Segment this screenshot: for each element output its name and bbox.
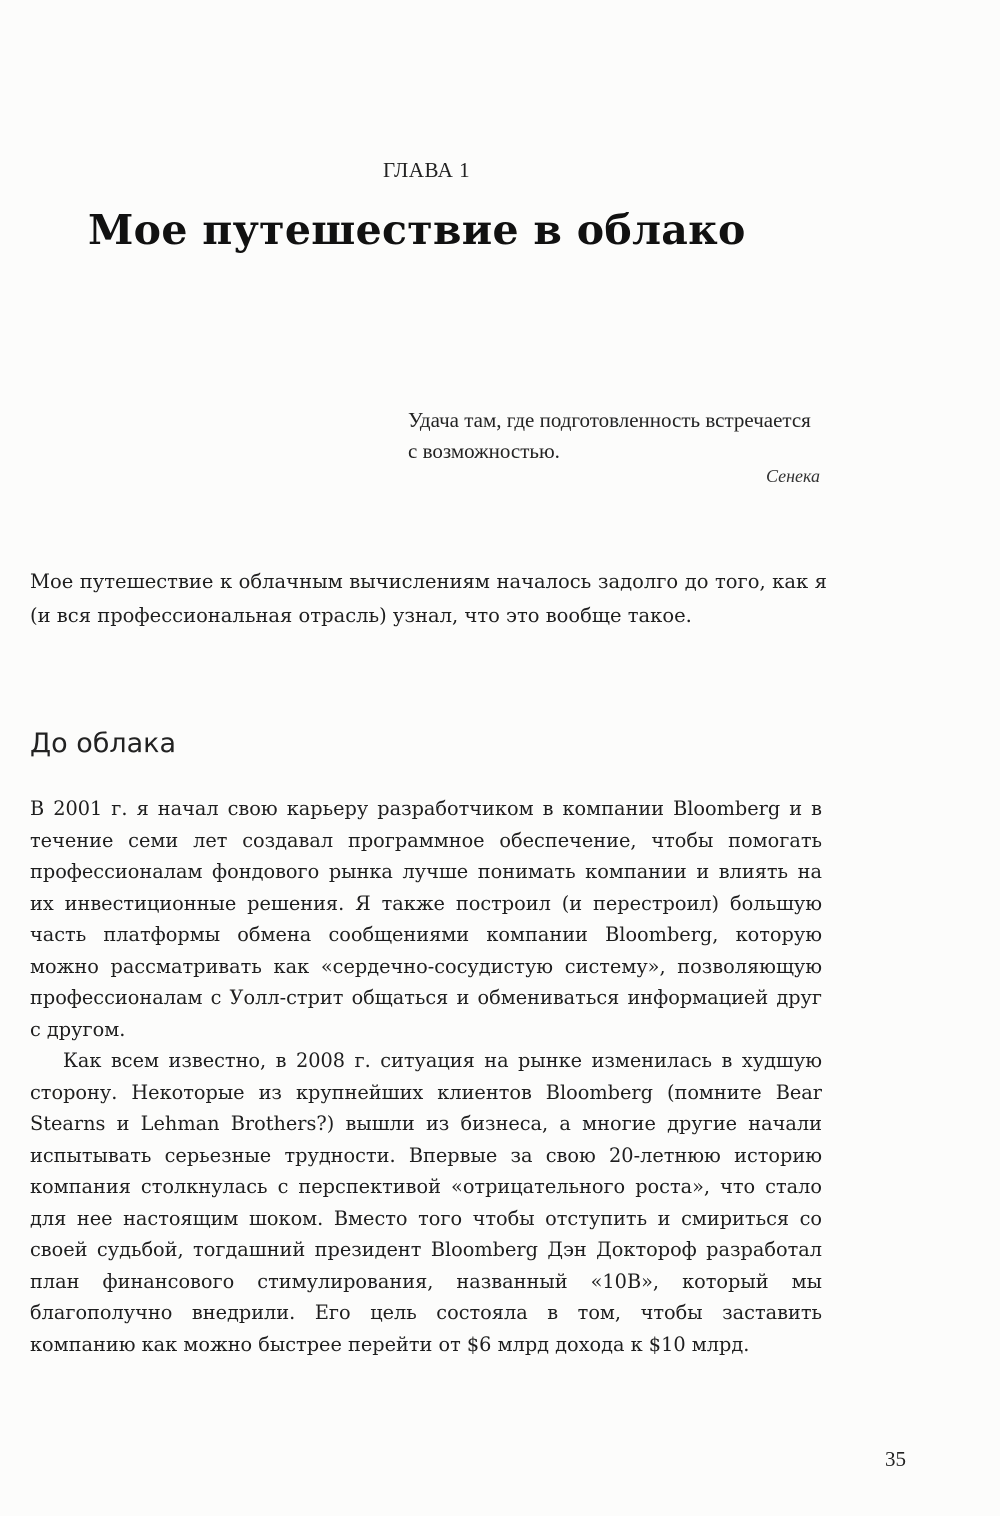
section-body <box>30 793 822 1360</box>
epigraph-author: Сенека <box>765 466 820 486</box>
body-paragraph-2: Как всем известно, в 2008 г. ситуация на рынке изменилась в худшую сторону. Некоторые из крупнейших клиентов Bloomberg (помните Bear Stearns и Lehman Brothers?) вышли из бизнеса, а многие другие начали испытывать серьезные трудности. Впервые за свою 20-летнюю историю компания столкнулась с перспективой «отрицательного роста», что стало для нее настоящим шоком. Вместо того чтобы отступить и смириться со своей судьбой, тогдашний президент Bloomberg Дэн Доктороф разработал план финансового стимулирования, названный «10B», который мы благополучно внедрили. Его цель состояла в том, чтобы заставить компанию как можно быстрее перейти от $6 млрд дохода к $10 млрд. <box>30 1049 822 1356</box>
body-paragraph-1: В 2001 г. я начал свою карьеру разработчиком в компании Bloomberg и в течение семи лет создавал программное обеспечение, чтобы помогать профессионалам фондового рынка лучше понимать компании и влиять на их инвестиционные решения. Я также построил (и перестроил) большую часть платформы обмена сообщениями компании Bloomberg, которую можно рассматривать как «сердечно-сосудистую систему», позволяющую профессионалам с Уолл-стрит общаться и обмениваться информацией друг с другом. <box>30 797 822 1041</box>
page-number: 35 <box>885 1447 906 1471</box>
section-heading: До облака <box>30 728 177 759</box>
intro-paragraph: Мое путешествие к облачным вычислениям началось задолго до того, как я (и вся профессиональная отрасль) узнал, что это вообще такое. <box>30 570 827 627</box>
chapter-title: Мое путешествие в облако <box>88 206 746 254</box>
chapter-label: ГЛАВА 1 <box>383 158 471 182</box>
epigraph-quote: Удача там, где подготовленность встречается с возможностью. <box>408 408 811 463</box>
